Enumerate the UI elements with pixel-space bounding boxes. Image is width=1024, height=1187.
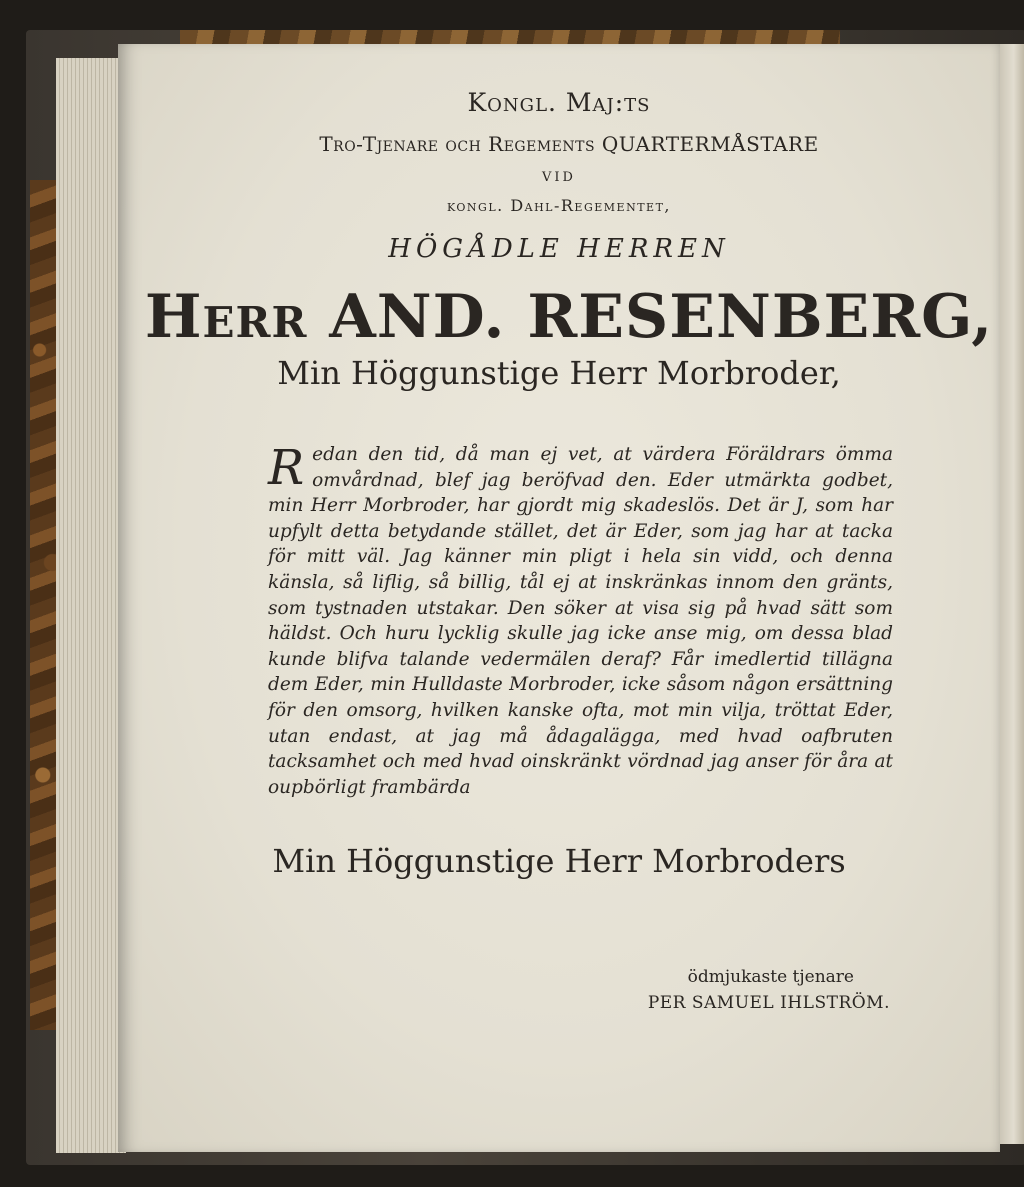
letter-text: edan den tid, då man ej vet, at värdera Föräldrars ömma omvårdnad, blef jag beröfvad den. Eder utmärkta godbet, min Herr Morbroder, har gjordt mig skadeslös. Det är J, som har upfylt detta betydande stället, det är Eder, som jag har at tacka för mitt väl. Jag känner min pligt i hela sin vidd, och denna känsla, så liflig, så billig, tål ej at inskränkas innom den gränts, som tystnaden utstakar. Den söker at visa sig på hvad sätt som häldst. Och huru lycklig skulle jag icke anse mig, om dessa blad kunde blifva talande vedermälen deraf? Får imedlertid tillägna dem Eder, min Hulldaste Morbroder, icke såsom någon ersättning för den omsorg, hvilken kanske ofta, mot min vilja, tröttat Eder, utan endast, at jag må ådagalägga, med hvad oafbruten tacksamhet och med hvad oinskränkt vördnad jag anser för åra at oupbörligt frambärda xyxy=(268,444,893,798)
letter-body xyxy=(268,442,893,800)
salutation: Min Höggunstige Herr Morbroder, xyxy=(277,354,841,392)
header-line-2: Tro-Tjenare och Regements QUARTERMÅSTARE xyxy=(319,132,819,156)
book-page xyxy=(118,44,1000,1152)
page-edges xyxy=(56,58,126,1153)
signoff-title: ödmjukaste tjenare xyxy=(687,967,854,987)
facing-page-edge xyxy=(998,44,1024,1144)
signature: PER SAMUEL IHLSTRÖM. xyxy=(647,993,890,1013)
addressee-name: Herr AND. RESENBERG, xyxy=(144,282,994,352)
closing-line: Min Höggunstige Herr Morbroders xyxy=(272,842,846,880)
header-line-1: Kongl. Maj:ts xyxy=(467,88,651,117)
drop-cap: R xyxy=(268,440,305,496)
header-line-4: kongl. Dahl-Regementet, xyxy=(446,196,671,215)
header-line-3: VID xyxy=(542,170,576,185)
honorific: HÖGÅDLE HERREN xyxy=(388,234,730,264)
signoff xyxy=(648,964,890,1016)
